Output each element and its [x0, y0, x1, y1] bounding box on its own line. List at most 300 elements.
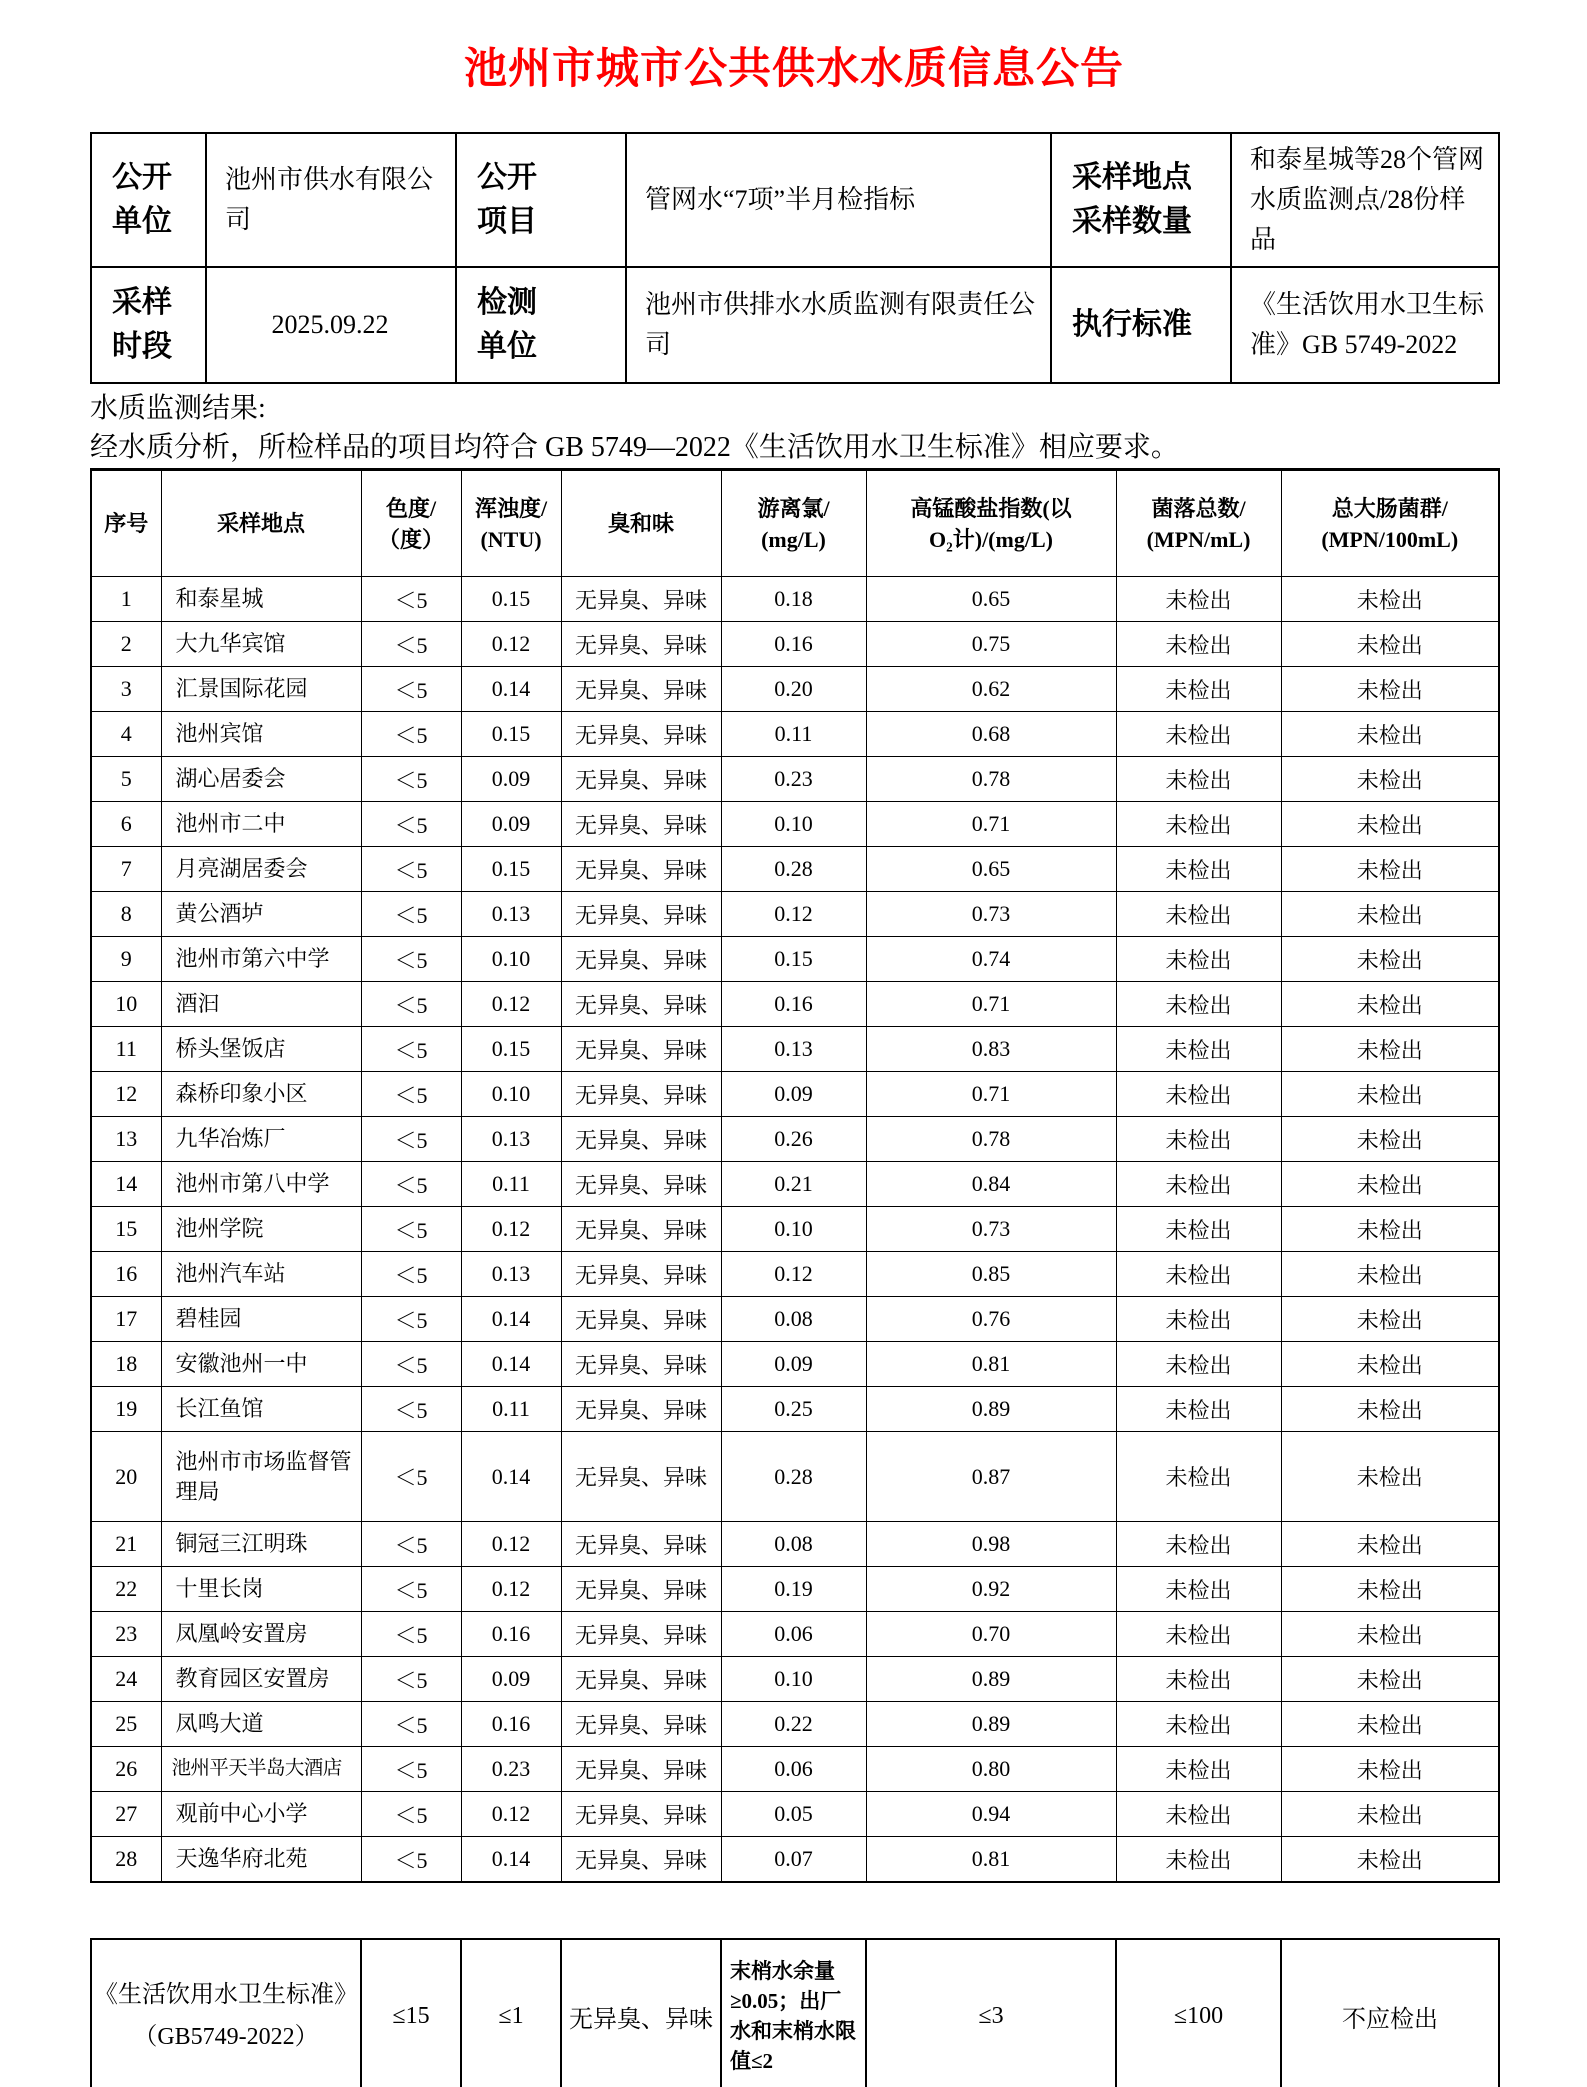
cell-permanganate-index: 0.75	[866, 622, 1116, 667]
standard-odor-limit: 无异臭、异味	[561, 1939, 721, 2087]
cell-odor: 无异臭、异味	[561, 1027, 721, 1072]
cell-odor: 无异臭、异味	[561, 847, 721, 892]
cell-site: 池州市二中	[161, 802, 361, 847]
cell-permanganate-index: 0.84	[866, 1162, 1116, 1207]
cell-total-coliform: 未检出	[1281, 1207, 1499, 1252]
cell-site: 凤鸣大道	[161, 1702, 361, 1747]
cell-turbidity: 0.10	[461, 1072, 561, 1117]
result-section	[90, 389, 1498, 467]
cell-color: ＜5	[361, 1117, 461, 1162]
info-label-public-item: 公开 项目	[456, 133, 626, 267]
cell-free-chlorine: 0.25	[721, 1387, 866, 1432]
cell-total-coliform: 未检出	[1281, 1837, 1499, 1883]
cell-no: 21	[91, 1522, 161, 1567]
cell-color: ＜5	[361, 802, 461, 847]
cell-site: 十里长岗	[161, 1567, 361, 1612]
info-value-public-item: 管网水“7项”半月检指标	[626, 133, 1051, 267]
cell-color: ＜5	[361, 622, 461, 667]
table-row	[91, 982, 1499, 1027]
table-row	[91, 802, 1499, 847]
cell-no: 13	[91, 1117, 161, 1162]
cell-turbidity: 0.12	[461, 622, 561, 667]
cell-site: 森桥印象小区	[161, 1072, 361, 1117]
cell-colony-count: 未检出	[1116, 982, 1281, 1027]
cell-colony-count: 未检出	[1116, 1207, 1281, 1252]
cell-turbidity: 0.10	[461, 937, 561, 982]
cell-permanganate-index: 0.78	[866, 757, 1116, 802]
cell-total-coliform: 未检出	[1281, 667, 1499, 712]
cell-free-chlorine: 0.05	[721, 1792, 866, 1837]
cell-total-coliform: 未检出	[1281, 1162, 1499, 1207]
cell-site: 凤凰岭安置房	[161, 1612, 361, 1657]
table-row	[91, 1342, 1499, 1387]
cell-no: 7	[91, 847, 161, 892]
cell-free-chlorine: 0.15	[721, 937, 866, 982]
cell-free-chlorine: 0.10	[721, 1657, 866, 1702]
cell-odor: 无异臭、异味	[561, 1837, 721, 1883]
cell-no: 9	[91, 937, 161, 982]
col-header-site: 采样地点	[161, 470, 361, 577]
cell-permanganate-index: 0.81	[866, 1837, 1116, 1883]
table-row	[91, 1837, 1499, 1883]
cell-color: ＜5	[361, 982, 461, 1027]
table-row	[91, 1387, 1499, 1432]
cell-no: 18	[91, 1342, 161, 1387]
cell-free-chlorine: 0.20	[721, 667, 866, 712]
cell-site: 湖心居委会	[161, 757, 361, 802]
table-row	[91, 1027, 1499, 1072]
cell-colony-count: 未检出	[1116, 757, 1281, 802]
result-text: 经水质分析，所检样品的项目均符合 GB 5749—2022《生活饮用水卫生标准》相应要求。	[90, 432, 1179, 463]
cell-odor: 无异臭、异味	[561, 1207, 721, 1252]
cell-site: 九华冶炼厂	[161, 1117, 361, 1162]
cell-colony-count: 未检出	[1116, 1117, 1281, 1162]
standard-name: 《生活饮用水卫生标准》 （GB5749-2022）	[91, 1939, 361, 2087]
cell-permanganate-index: 0.62	[866, 667, 1116, 712]
cell-odor: 无异臭、异味	[561, 937, 721, 982]
info-value-standard: 《生活饮用水卫生标准》GB 5749-2022	[1231, 267, 1499, 383]
cell-total-coliform: 未检出	[1281, 1252, 1499, 1297]
info-label-public-unit: 公开 单位	[91, 133, 206, 267]
cell-permanganate-index: 0.85	[866, 1252, 1116, 1297]
cell-total-coliform: 未检出	[1281, 1027, 1499, 1072]
cell-odor: 无异臭、异味	[561, 1162, 721, 1207]
cell-color: ＜5	[361, 1612, 461, 1657]
cell-free-chlorine: 0.09	[721, 1072, 866, 1117]
cell-free-chlorine: 0.10	[721, 802, 866, 847]
cell-free-chlorine: 0.28	[721, 847, 866, 892]
cell-colony-count: 未检出	[1116, 1792, 1281, 1837]
cell-turbidity: 0.12	[461, 1207, 561, 1252]
cell-odor: 无异臭、异味	[561, 1297, 721, 1342]
standard-limits-table	[90, 1938, 1500, 2087]
cell-color: ＜5	[361, 1657, 461, 1702]
cell-permanganate-index: 0.71	[866, 802, 1116, 847]
cell-colony-count: 未检出	[1116, 1342, 1281, 1387]
col-header-total-coliform: 总大肠菌群/ (MPN/100mL)	[1281, 470, 1499, 577]
cell-no: 25	[91, 1702, 161, 1747]
cell-no: 16	[91, 1252, 161, 1297]
cell-free-chlorine: 0.18	[721, 577, 866, 622]
cell-total-coliform: 未检出	[1281, 577, 1499, 622]
cell-colony-count: 未检出	[1116, 1612, 1281, 1657]
cell-turbidity: 0.15	[461, 577, 561, 622]
cell-color: ＜5	[361, 937, 461, 982]
standard-chlorine-limit: 末梢水余量≥0.05；出厂水和末梢水限值≤2	[721, 1939, 866, 2087]
cell-no: 19	[91, 1387, 161, 1432]
cell-turbidity: 0.13	[461, 1117, 561, 1162]
cell-no: 15	[91, 1207, 161, 1252]
col-header-odor: 臭和味	[561, 470, 721, 577]
cell-odor: 无异臭、异味	[561, 1522, 721, 1567]
cell-total-coliform: 未检出	[1281, 1387, 1499, 1432]
cell-total-coliform: 未检出	[1281, 1522, 1499, 1567]
cell-no: 28	[91, 1837, 161, 1883]
standard-limits-row	[91, 1939, 1499, 2087]
cell-permanganate-index: 0.68	[866, 712, 1116, 757]
cell-odor: 无异臭、异味	[561, 577, 721, 622]
col-header-free-chlorine: 游离氯/ (mg/L)	[721, 470, 866, 577]
cell-odor: 无异臭、异味	[561, 1342, 721, 1387]
cell-odor: 无异臭、异味	[561, 1117, 721, 1162]
cell-total-coliform: 未检出	[1281, 802, 1499, 847]
cell-permanganate-index: 0.73	[866, 1207, 1116, 1252]
cell-site: 长江鱼馆	[161, 1387, 361, 1432]
table-row	[91, 1432, 1499, 1522]
cell-turbidity: 0.12	[461, 982, 561, 1027]
cell-color: ＜5	[361, 847, 461, 892]
cell-site: 汇景国际花园	[161, 667, 361, 712]
monitoring-table	[90, 468, 1500, 1883]
cell-turbidity: 0.11	[461, 1162, 561, 1207]
cell-color: ＜5	[361, 1342, 461, 1387]
cell-no: 23	[91, 1612, 161, 1657]
cell-permanganate-index: 0.87	[866, 1432, 1116, 1522]
info-row-1	[91, 133, 1499, 267]
cell-colony-count: 未检出	[1116, 1432, 1281, 1522]
cell-turbidity: 0.15	[461, 847, 561, 892]
cell-free-chlorine: 0.26	[721, 1117, 866, 1162]
cell-free-chlorine: 0.12	[721, 892, 866, 937]
cell-turbidity: 0.14	[461, 1432, 561, 1522]
cell-color: ＜5	[361, 1522, 461, 1567]
cell-site: 教育园区安置房	[161, 1657, 361, 1702]
cell-free-chlorine: 0.10	[721, 1207, 866, 1252]
cell-turbidity: 0.09	[461, 757, 561, 802]
table-row	[91, 667, 1499, 712]
cell-color: ＜5	[361, 1297, 461, 1342]
cell-total-coliform: 未检出	[1281, 1072, 1499, 1117]
cell-no: 1	[91, 577, 161, 622]
cell-odor: 无异臭、异味	[561, 1747, 721, 1792]
cell-free-chlorine: 0.12	[721, 1252, 866, 1297]
cell-turbidity: 0.16	[461, 1702, 561, 1747]
table-row	[91, 1207, 1499, 1252]
cell-colony-count: 未检出	[1116, 937, 1281, 982]
col-header-permanganate-index: 高锰酸盐指数(以 O₂计)/(mg/L)	[866, 470, 1116, 577]
result-heading: 水质监测结果:	[90, 393, 266, 424]
info-label-sampling-period: 采样 时段	[91, 267, 206, 383]
cell-colony-count: 未检出	[1116, 1162, 1281, 1207]
table-row	[91, 847, 1499, 892]
cell-odor: 无异臭、异味	[561, 667, 721, 712]
cell-site: 池州市市场监督管理局	[161, 1432, 361, 1522]
cell-total-coliform: 未检出	[1281, 712, 1499, 757]
cell-colony-count: 未检出	[1116, 1747, 1281, 1792]
table-row	[91, 937, 1499, 982]
document-content	[90, 0, 1498, 2087]
cell-site: 黄公酒垆	[161, 892, 361, 937]
cell-odor: 无异臭、异味	[561, 802, 721, 847]
cell-total-coliform: 未检出	[1281, 1747, 1499, 1792]
info-label-sampling-sites: 采样地点 采样数量	[1051, 133, 1231, 267]
cell-site: 池州汽车站	[161, 1252, 361, 1297]
cell-free-chlorine: 0.09	[721, 1342, 866, 1387]
cell-no: 14	[91, 1162, 161, 1207]
cell-color: ＜5	[361, 757, 461, 802]
cell-odor: 无异臭、异味	[561, 1567, 721, 1612]
cell-color: ＜5	[361, 712, 461, 757]
cell-color: ＜5	[361, 577, 461, 622]
cell-site: 和泰星城	[161, 577, 361, 622]
cell-color: ＜5	[361, 1792, 461, 1837]
info-row-2	[91, 267, 1499, 383]
cell-odor: 无异臭、异味	[561, 982, 721, 1027]
table-row	[91, 1747, 1499, 1792]
cell-colony-count: 未检出	[1116, 1027, 1281, 1072]
cell-site: 安徽池州一中	[161, 1342, 361, 1387]
cell-colony-count: 未检出	[1116, 1567, 1281, 1612]
cell-free-chlorine: 0.07	[721, 1837, 866, 1883]
cell-turbidity: 0.23	[461, 1747, 561, 1792]
cell-turbidity: 0.14	[461, 1297, 561, 1342]
cell-total-coliform: 未检出	[1281, 1792, 1499, 1837]
cell-no: 6	[91, 802, 161, 847]
cell-turbidity: 0.12	[461, 1522, 561, 1567]
cell-site: 池州宾馆	[161, 712, 361, 757]
cell-odor: 无异臭、异味	[561, 1702, 721, 1747]
cell-color: ＜5	[361, 1387, 461, 1432]
table-row	[91, 1072, 1499, 1117]
cell-total-coliform: 未检出	[1281, 937, 1499, 982]
cell-colony-count: 未检出	[1116, 667, 1281, 712]
cell-site: 观前中心小学	[161, 1792, 361, 1837]
cell-total-coliform: 未检出	[1281, 892, 1499, 937]
cell-no: 4	[91, 712, 161, 757]
cell-color: ＜5	[361, 892, 461, 937]
cell-colony-count: 未检出	[1116, 1657, 1281, 1702]
cell-free-chlorine: 0.19	[721, 1567, 866, 1612]
cell-odor: 无异臭、异味	[561, 1432, 721, 1522]
monitoring-table-body	[91, 577, 1499, 1883]
cell-permanganate-index: 0.73	[866, 892, 1116, 937]
cell-colony-count: 未检出	[1116, 1072, 1281, 1117]
cell-odor: 无异臭、异味	[561, 757, 721, 802]
table-row	[91, 1657, 1499, 1702]
standard-colony-limit: ≤100	[1116, 1939, 1281, 2087]
cell-free-chlorine: 0.11	[721, 712, 866, 757]
cell-colony-count: 未检出	[1116, 712, 1281, 757]
cell-no: 11	[91, 1027, 161, 1072]
cell-permanganate-index: 0.71	[866, 982, 1116, 1027]
cell-colony-count: 未检出	[1116, 1702, 1281, 1747]
cell-color: ＜5	[361, 667, 461, 712]
cell-no: 22	[91, 1567, 161, 1612]
cell-free-chlorine: 0.22	[721, 1702, 866, 1747]
table-row	[91, 1702, 1499, 1747]
cell-total-coliform: 未检出	[1281, 757, 1499, 802]
info-label-testing-unit: 检测 单位	[456, 267, 626, 383]
info-table	[90, 132, 1500, 384]
cell-permanganate-index: 0.80	[866, 1747, 1116, 1792]
cell-free-chlorine: 0.06	[721, 1612, 866, 1657]
cell-total-coliform: 未检出	[1281, 1432, 1499, 1522]
cell-total-coliform: 未检出	[1281, 1117, 1499, 1162]
cell-colony-count: 未检出	[1116, 577, 1281, 622]
cell-free-chlorine: 0.13	[721, 1027, 866, 1072]
table-row	[91, 1297, 1499, 1342]
cell-site: 大九华宾馆	[161, 622, 361, 667]
cell-permanganate-index: 0.94	[866, 1792, 1116, 1837]
cell-site: 池州平天半岛大酒店	[161, 1747, 361, 1792]
table-row	[91, 622, 1499, 667]
cell-no: 17	[91, 1297, 161, 1342]
cell-colony-count: 未检出	[1116, 622, 1281, 667]
table-row	[91, 1117, 1499, 1162]
monitoring-header-row	[91, 470, 1499, 577]
table-row	[91, 1567, 1499, 1612]
cell-turbidity: 0.11	[461, 1387, 561, 1432]
cell-permanganate-index: 0.83	[866, 1027, 1116, 1072]
cell-total-coliform: 未检出	[1281, 847, 1499, 892]
cell-turbidity: 0.15	[461, 712, 561, 757]
cell-turbidity: 0.12	[461, 1567, 561, 1612]
cell-no: 20	[91, 1432, 161, 1522]
cell-no: 27	[91, 1792, 161, 1837]
cell-odor: 无异臭、异味	[561, 1792, 721, 1837]
info-value-testing-unit: 池州市供排水水质监测有限责任公司	[626, 267, 1051, 383]
cell-color: ＜5	[361, 1162, 461, 1207]
cell-odor: 无异臭、异味	[561, 712, 721, 757]
cell-total-coliform: 未检出	[1281, 622, 1499, 667]
cell-colony-count: 未检出	[1116, 1522, 1281, 1567]
table-row	[91, 1792, 1499, 1837]
cell-total-coliform: 未检出	[1281, 1342, 1499, 1387]
cell-colony-count: 未检出	[1116, 892, 1281, 937]
standard-coliform-limit: 不应检出	[1281, 1939, 1499, 2087]
table-row	[91, 1252, 1499, 1297]
cell-color: ＜5	[361, 1747, 461, 1792]
cell-no: 8	[91, 892, 161, 937]
cell-no: 10	[91, 982, 161, 1027]
cell-total-coliform: 未检出	[1281, 1657, 1499, 1702]
cell-free-chlorine: 0.16	[721, 982, 866, 1027]
table-row	[91, 1162, 1499, 1207]
cell-free-chlorine: 0.16	[721, 622, 866, 667]
cell-turbidity: 0.14	[461, 1837, 561, 1883]
cell-odor: 无异臭、异味	[561, 1657, 721, 1702]
cell-site: 池州学院	[161, 1207, 361, 1252]
cell-total-coliform: 未检出	[1281, 982, 1499, 1027]
cell-odor: 无异臭、异味	[561, 892, 721, 937]
cell-color: ＜5	[361, 1837, 461, 1883]
col-header-color: 色度/ （度）	[361, 470, 461, 577]
cell-site: 桥头堡饭店	[161, 1027, 361, 1072]
cell-permanganate-index: 0.70	[866, 1612, 1116, 1657]
cell-colony-count: 未检出	[1116, 1387, 1281, 1432]
cell-total-coliform: 未检出	[1281, 1297, 1499, 1342]
cell-permanganate-index: 0.74	[866, 937, 1116, 982]
cell-turbidity: 0.14	[461, 1342, 561, 1387]
cell-free-chlorine: 0.21	[721, 1162, 866, 1207]
cell-permanganate-index: 0.98	[866, 1522, 1116, 1567]
cell-colony-count: 未检出	[1116, 847, 1281, 892]
table-row	[91, 577, 1499, 622]
cell-colony-count: 未检出	[1116, 1252, 1281, 1297]
cell-free-chlorine: 0.28	[721, 1432, 866, 1522]
cell-color: ＜5	[361, 1027, 461, 1072]
cell-turbidity: 0.16	[461, 1612, 561, 1657]
cell-permanganate-index: 0.78	[866, 1117, 1116, 1162]
cell-no: 12	[91, 1072, 161, 1117]
table-row	[91, 892, 1499, 937]
cell-turbidity: 0.09	[461, 802, 561, 847]
standard-permanganate-limit: ≤3	[866, 1939, 1116, 2087]
cell-no: 5	[91, 757, 161, 802]
cell-site: 池州市第六中学	[161, 937, 361, 982]
cell-odor: 无异臭、异味	[561, 1252, 721, 1297]
cell-colony-count: 未检出	[1116, 1837, 1281, 1883]
col-header-no: 序号	[91, 470, 161, 577]
cell-odor: 无异臭、异味	[561, 1072, 721, 1117]
cell-turbidity: 0.14	[461, 667, 561, 712]
cell-permanganate-index: 0.92	[866, 1567, 1116, 1612]
cell-turbidity: 0.15	[461, 1027, 561, 1072]
cell-total-coliform: 未检出	[1281, 1702, 1499, 1747]
cell-turbidity: 0.13	[461, 892, 561, 937]
cell-color: ＜5	[361, 1567, 461, 1612]
cell-site: 池州市第八中学	[161, 1162, 361, 1207]
cell-free-chlorine: 0.23	[721, 757, 866, 802]
col-header-colony-count: 菌落总数/ (MPN/mL)	[1116, 470, 1281, 577]
page-title: 池州市城市公共供水水质信息公告	[464, 45, 1124, 93]
cell-free-chlorine: 0.08	[721, 1297, 866, 1342]
cell-turbidity: 0.12	[461, 1792, 561, 1837]
table-row	[91, 1612, 1499, 1657]
standard-turbidity-limit: ≤1	[461, 1939, 561, 2087]
cell-permanganate-index: 0.81	[866, 1342, 1116, 1387]
cell-no: 24	[91, 1657, 161, 1702]
standard-color-limit: ≤15	[361, 1939, 461, 2087]
table-row	[91, 712, 1499, 757]
cell-permanganate-index: 0.89	[866, 1702, 1116, 1747]
cell-permanganate-index: 0.71	[866, 1072, 1116, 1117]
table-row	[91, 757, 1499, 802]
table-row	[91, 1522, 1499, 1567]
cell-colony-count: 未检出	[1116, 802, 1281, 847]
cell-permanganate-index: 0.89	[866, 1657, 1116, 1702]
cell-site: 碧桂园	[161, 1297, 361, 1342]
cell-no: 26	[91, 1747, 161, 1792]
cell-turbidity: 0.09	[461, 1657, 561, 1702]
cell-odor: 无异臭、异味	[561, 622, 721, 667]
cell-odor: 无异臭、异味	[561, 1387, 721, 1432]
cell-free-chlorine: 0.08	[721, 1522, 866, 1567]
info-label-standard: 执行标准	[1051, 267, 1231, 383]
cell-no: 2	[91, 622, 161, 667]
cell-permanganate-index: 0.65	[866, 847, 1116, 892]
cell-color: ＜5	[361, 1207, 461, 1252]
